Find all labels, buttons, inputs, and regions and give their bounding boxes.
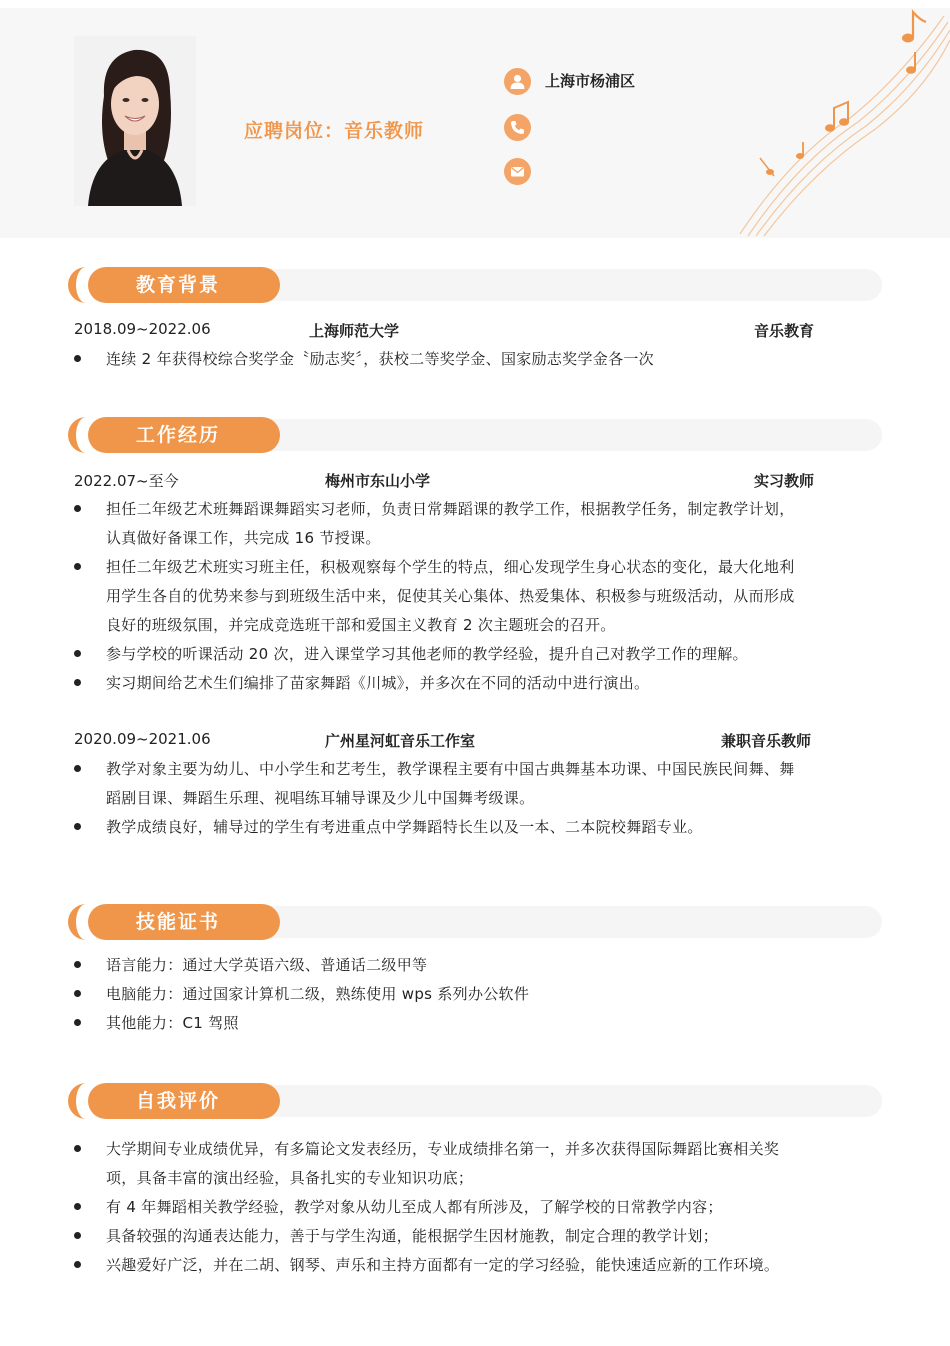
bullet: [74, 1019, 84, 1029]
edu-school: 上海师范大学: [309, 322, 400, 340]
section-title: 教育背景: [135, 274, 220, 296]
bullet: [74, 505, 84, 515]
bullet: [74, 1261, 84, 1271]
person-icon: [504, 68, 531, 95]
work-line: 蹈剧目课、舞蹈生乐理、视唱练耳辅导课及少儿中国舞考级课。: [106, 789, 535, 807]
edu-period: 2018.09~2022.06: [74, 320, 211, 338]
eval-line: 兴趣爱好广泛，并在二胡、钢琴、声乐和主持方面都有一定的学习经验，能快速适应新的工作环境。: [106, 1256, 780, 1274]
skill-line: 电脑能力：通过国家计算机二级，熟练使用 wps 系列办公软件: [106, 985, 530, 1003]
skill-line: 语言能力：通过大学英语六级、普通话二级甲等: [106, 956, 428, 974]
eval-line: 有 4 年舞蹈相关教学经验，教学对象从幼儿至成人都有所涉及，了解学校的日常教学内容；: [106, 1198, 723, 1216]
music-notes-icon: [730, 8, 950, 238]
bullet: [74, 650, 84, 660]
location-text: 上海市杨浦区: [545, 72, 636, 90]
work-period: 2020.09~2021.06: [74, 730, 211, 748]
work-line: 教学对象主要为幼儿、中小学生和艺考生，教学课程主要有中国古典舞基本功课、中国民族民间舞、舞: [106, 760, 795, 778]
section-title: 自我评价: [135, 1090, 220, 1112]
section-skills: [68, 903, 882, 941]
work-line: 教学成绩良好，辅导过的学生有考进重点中学舞蹈特长生以及一本、二本院校舞蹈专业。: [106, 818, 703, 836]
work-line: 担任二年级艺术班舞蹈课舞蹈实习老师，负责日常舞蹈课的教学工作，根据教学任务，制定教学计划，: [106, 500, 795, 518]
profile-photo: [74, 36, 196, 206]
section-title: 技能证书: [135, 911, 220, 933]
bullet: [74, 823, 84, 833]
bullet: [74, 765, 84, 775]
eval-line: 具备较强的沟通表达能力，善于与学生沟通，能根据学生因材施教，制定合理的教学计划；: [106, 1227, 719, 1245]
eval-line: 大学期间专业成绩优异，有多篇论文发表经历，专业成绩排名第一，并多次获得国际舞蹈比赛相关奖: [106, 1140, 780, 1158]
bullet: [74, 1232, 84, 1242]
work-line: 担任二年级艺术班实习班主任，积极观察每个学生的特点，细心发现学生身心状态的变化，最大化地利: [106, 558, 795, 576]
section-education: [68, 266, 882, 304]
bullet: [74, 961, 84, 971]
phone-icon: [504, 114, 531, 141]
work-org: 梅州市东山小学: [325, 472, 431, 490]
work-org: 广州星河虹音乐工作室: [325, 732, 476, 750]
job-title: 应聘岗位：音乐教师: [244, 120, 425, 142]
bullet: [74, 1145, 84, 1155]
work-period: 2022.07~至今: [74, 472, 179, 490]
work-line: 参与学校的听课活动 20 次，进入课堂学习其他老师的教学经验，提升自己对教学工作的理解。: [106, 645, 748, 663]
mail-icon: [504, 158, 531, 185]
work-line: 用学生各自的优势来参与到班级生活中来，促使其关心集体、热爱集体、积极参与班级活动，从而形成: [106, 587, 795, 605]
bullet: [74, 563, 84, 573]
skill-line: 其他能力：C1 驾照: [106, 1014, 239, 1032]
bullet: [74, 1203, 84, 1213]
bullet: [74, 355, 84, 365]
work-role: 兼职音乐教师: [721, 732, 812, 750]
eval-line: 项，具备丰富的演出经验，具备扎实的专业知识功底；: [106, 1169, 474, 1187]
section-title: 工作经历: [135, 424, 220, 446]
section-self-evaluation: [68, 1082, 882, 1120]
edu-line: 连续 2 年获得校综合奖学金〝励志奖〞，获校二等奖学金、国家励志奖学金各一次: [106, 350, 654, 368]
edu-major: 音乐教育: [754, 322, 815, 340]
bullet: [74, 990, 84, 1000]
work-role: 实习教师: [754, 472, 815, 490]
section-work: [68, 416, 882, 454]
resume-header: [0, 8, 950, 238]
work-line: 良好的班级氛围，并完成竞选班干部和爱国主义教育 2 次主题班会的召开。: [106, 616, 616, 634]
bullet: [74, 679, 84, 689]
work-line: 认真做好备课工作，共完成 16 节授课。: [106, 529, 381, 547]
work-line: 实习期间给艺术生们编排了苗家舞蹈《川城》，并多次在不同的活动中进行演出。: [106, 674, 650, 692]
